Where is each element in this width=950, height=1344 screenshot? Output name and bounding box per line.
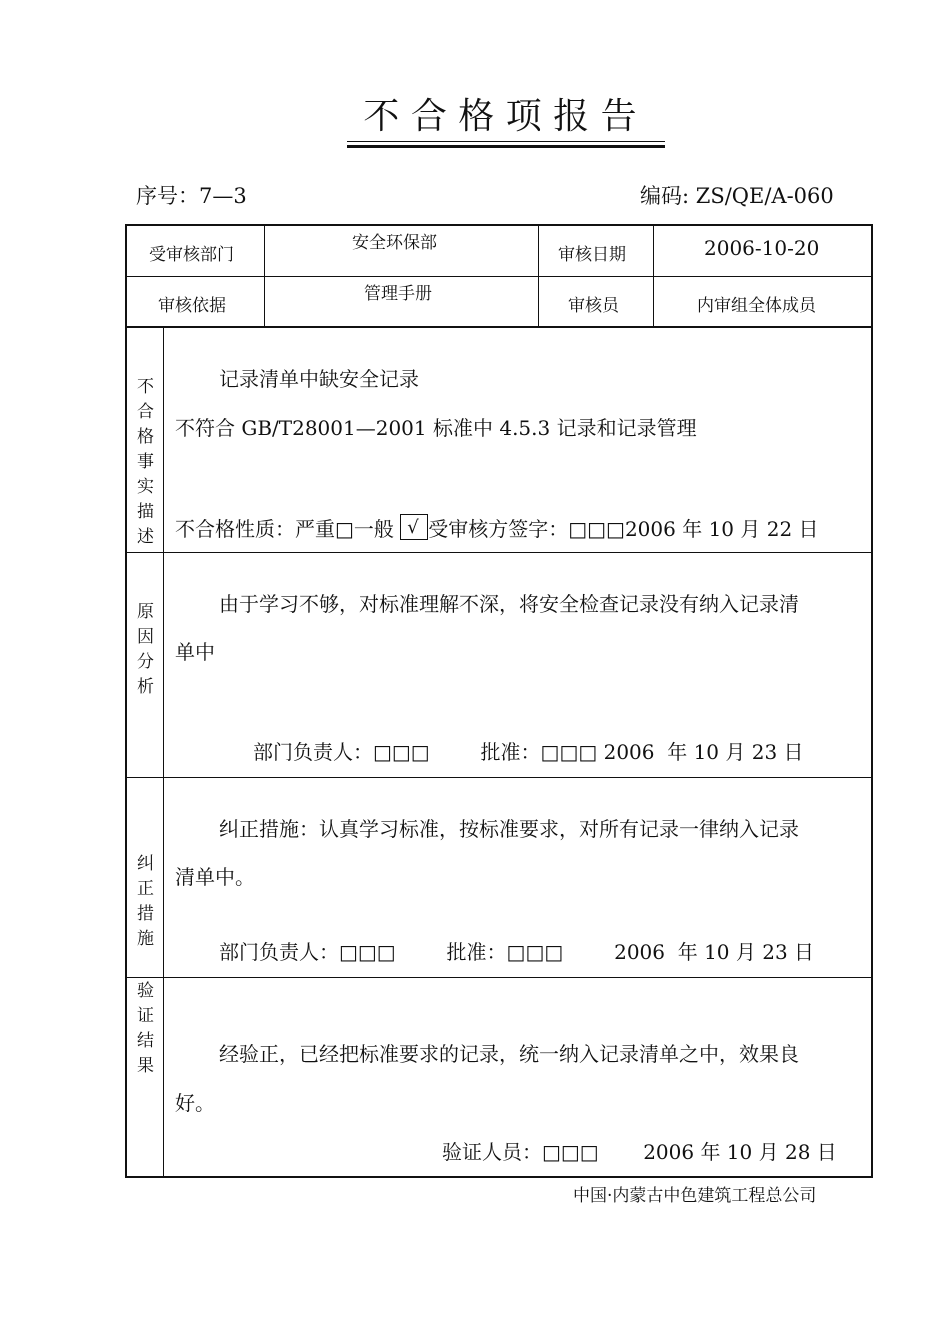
col-divider <box>264 226 265 326</box>
row-divider <box>127 777 873 778</box>
general-checkbox <box>400 514 428 540</box>
nonconformity-nature <box>175 513 819 542</box>
company-footer: 中国·内蒙古中色建筑工程总公司 <box>573 1186 817 1206</box>
col-divider <box>538 226 539 326</box>
row-divider <box>127 977 873 978</box>
page-title: 不 合 格 项 报 告 <box>363 96 637 137</box>
row-divider <box>127 326 873 328</box>
document-code: 编码: ZS/QE/A-060 <box>640 184 834 208</box>
row-divider <box>127 276 873 277</box>
auditor-value: 内审组全体成员 <box>697 296 816 316</box>
corrective-sign: 部门负责人：□□□ 批准：□□□ 2006 年 10 月 23 日 <box>219 940 815 964</box>
row-divider <box>127 552 873 553</box>
corrective-text-line2: 清单中。 <box>175 865 255 889</box>
title-underline-thin <box>347 141 665 142</box>
cause-sign: 部门负责人：□□□ 批准：□□□ 2006 年 10 月 23 日 <box>253 740 804 764</box>
nonconformity-label: 不 合 格 事 实 描 述 <box>137 377 154 547</box>
basis-value: 管理手册 <box>364 284 432 304</box>
date-label: 审核日期 <box>558 245 626 265</box>
nature-prefix: 不合格性质：严重□一般 <box>175 517 394 541</box>
check-mark-icon: √ <box>407 517 419 538</box>
cause-label: 原 因 分 析 <box>137 602 154 697</box>
dept-label: 受审核部门 <box>149 245 234 265</box>
verification-label: 验 证 结 果 <box>137 981 154 1076</box>
verification-text-line1: 经验正，已经把标准要求的记录，统一纳入记录清单之中，效果良 <box>219 1042 799 1066</box>
basis-label: 审核依据 <box>158 296 226 316</box>
serial-number: 序号：7—3 <box>136 184 247 208</box>
nonconformity-line2: 不符合 GB/T28001—2001 标准中 4.5.3 记录和记录管理 <box>175 416 697 440</box>
corrective-label: 纠 正 措 施 <box>137 854 154 949</box>
cause-text-line2: 单中 <box>175 640 215 664</box>
nonconformity-line1: 记录清单中缺安全记录 <box>219 367 419 391</box>
date-value: 2006-10-20 <box>704 236 820 260</box>
verification-sign: 验证人员：□□□ 2006 年 10 月 28 日 <box>442 1140 837 1164</box>
title-underline-thick <box>347 145 665 148</box>
verification-text-line2: 好。 <box>175 1091 215 1115</box>
nature-suffix: 受审核方签字：□□□2006 年 10 月 22 日 <box>428 517 819 541</box>
corrective-text-line1: 纠正措施：认真学习标准，按标准要求，对所有记录一律纳入记录 <box>219 817 799 841</box>
auditor-label: 审核员 <box>568 296 619 316</box>
cause-text-line1: 由于学习不够，对标准理解不深，将安全检查记录没有纳入记录清 <box>219 592 799 616</box>
col-divider <box>653 226 654 326</box>
dept-value: 安全环保部 <box>352 233 437 253</box>
